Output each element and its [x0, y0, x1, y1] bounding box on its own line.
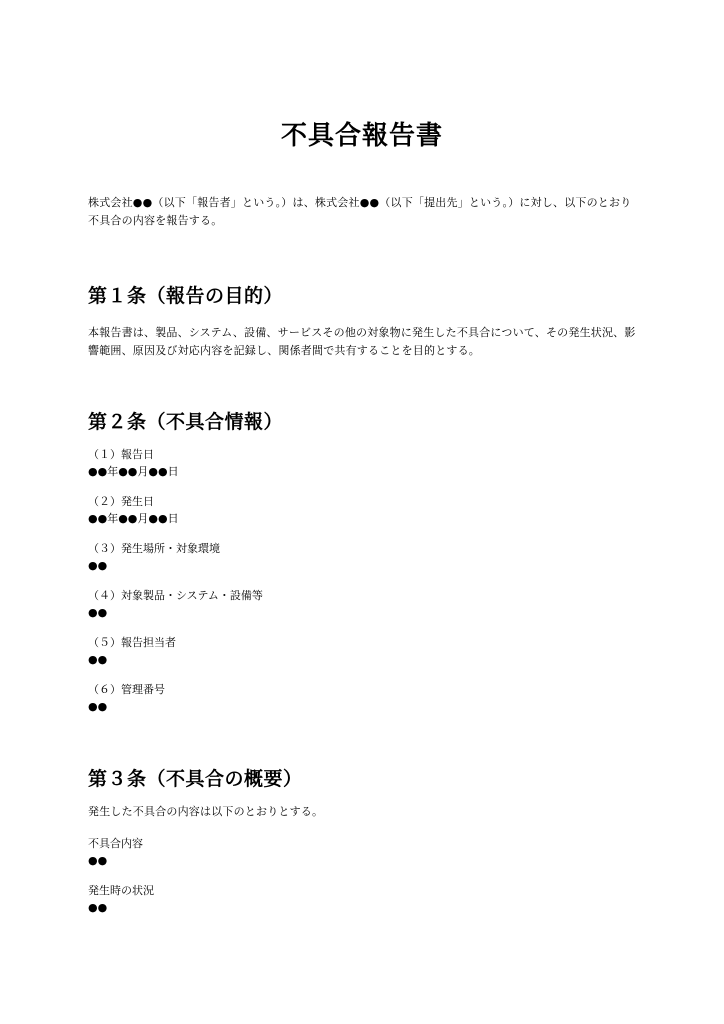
- article-3: [88, 765, 636, 916]
- article-2: [88, 408, 636, 715]
- article-2-heading: 第２条（不具合情報）: [88, 411, 284, 433]
- item-label: （６）管理番号: [88, 683, 165, 696]
- article-1: [88, 282, 636, 360]
- item-value: ●●: [88, 854, 108, 867]
- article-1-body: 本報告書は、製品、システム、設備、サービスその他の対象物に発生した不具合について、その発生状況、影響範囲、原因及び対応内容を記録し、関係者間で共有することを目的とする。: [88, 326, 636, 357]
- document-title: 不具合報告書: [280, 121, 443, 151]
- item-label: （２）発生日: [88, 495, 154, 508]
- list-item: [88, 587, 636, 621]
- item-label: （３）発生場所・対象環境: [88, 542, 220, 555]
- list-item: [88, 835, 636, 869]
- item-label: 不具合内容: [88, 837, 143, 850]
- list-item: [88, 882, 636, 916]
- article-1-heading: 第１条（報告の目的）: [88, 285, 284, 307]
- article-3-items: [88, 835, 636, 916]
- list-item: [88, 493, 636, 527]
- item-value: ●●: [88, 700, 108, 713]
- item-label: （１）報告日: [88, 448, 154, 461]
- list-item: [88, 634, 636, 668]
- item-value: ●●: [88, 653, 108, 666]
- article-3-body: 発生した不具合の内容は以下のとおりとする。: [88, 805, 324, 818]
- intro-paragraph: 株式会社●●（以下「報告者」という。）は、株式会社●●（以下「提出先」という。）に対し、以下のとおり不具合の内容を報告する。: [88, 196, 632, 227]
- list-item: [88, 446, 636, 480]
- item-value: ●●年●●月●●日: [88, 465, 179, 478]
- item-value: ●●年●●月●●日: [88, 512, 179, 525]
- item-label: （４）対象製品・システム・設備等: [88, 589, 263, 602]
- item-value: ●●: [88, 606, 108, 619]
- list-item: [88, 540, 636, 574]
- article-2-items: [88, 446, 636, 715]
- item-value: ●●: [88, 559, 108, 572]
- list-item: [88, 681, 636, 715]
- article-3-heading: 第３条（不具合の概要）: [88, 768, 303, 790]
- item-label: 発生時の状況: [88, 884, 154, 897]
- item-value: ●●: [88, 901, 108, 914]
- item-label: （５）報告担当者: [88, 636, 176, 649]
